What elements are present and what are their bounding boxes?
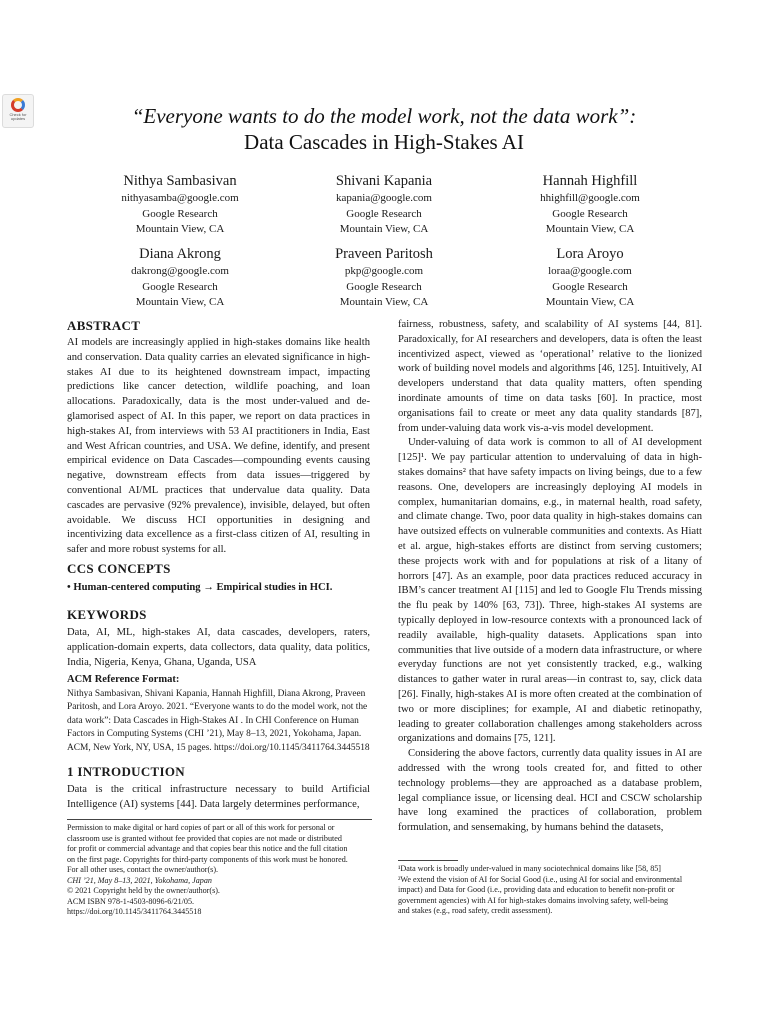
update-ribbon-icon (11, 98, 25, 112)
permission-line: for profit or commercial advantage and that copies bear this notice and the full citation (67, 844, 348, 853)
author-block (279, 171, 489, 238)
introduction-heading: 1 INTRODUCTION (67, 764, 185, 779)
acm-ref-line: data work”: Data Cascades in High-Stakes AI . In CHI Conference on Human (67, 715, 359, 726)
permission-notice (67, 823, 372, 918)
copyright-line: © 2021 Copyright held by the owner/author(s). (67, 886, 220, 895)
author-email[interactable]: hhighfill@google.com (540, 192, 640, 204)
permission-divider (67, 819, 372, 820)
author-org: Google Research (552, 280, 628, 293)
author-name: Nithya Sambasivan (123, 173, 237, 189)
doi-link[interactable]: https://doi.org/10.1145/3411764.3445518 (67, 907, 202, 916)
author-email[interactable]: kapania@google.com (336, 192, 432, 204)
footnote-1: ¹Data work is broadly under-valued in many sociotechnical domains like [58, 85] (398, 864, 661, 873)
paper-title-line1: “Everyone wants to do the model work, not the data work”: (131, 104, 637, 128)
ccs-heading: CCS CONCEPTS (67, 561, 171, 576)
author-location: Mountain View, CA (545, 223, 635, 235)
author-org: Google Research (142, 280, 218, 293)
author-location: Mountain View, CA (135, 296, 225, 308)
author-name: Hannah Highfill (542, 173, 638, 189)
author-block (75, 171, 285, 238)
permission-line: classroom use is granted without fee provided that copies are not made or distributed (67, 833, 342, 843)
author-org: Google Research (142, 207, 218, 220)
right-column (398, 318, 702, 836)
conference-line: CHI ’21, May 8–13, 2021, Yokohama, Japan (67, 875, 212, 885)
author-location: Mountain View, CA (135, 223, 225, 235)
acm-ref-line[interactable]: ACM, New York, NY, USA, 15 pages. https://doi.org/10.1145/3411764.3445518 (67, 742, 370, 753)
body-paragraph: Considering the above factors, currently data quality issues in AI are addressed with the wrong tools created for, and fitted to other technology problems—they are approached as a database problem, legal compliance issue, or licensing deal. HCI and CSCW scholarship have long examined the practices of collaboration, problem formulation, and sensemaking, by humans behind the datasets, (398, 748, 702, 834)
abstract-text (67, 336, 370, 558)
acm-reference-text (67, 688, 372, 755)
author-block (279, 244, 489, 311)
author-org: Google Research (346, 280, 422, 293)
footnotes (398, 864, 702, 917)
body-paragraph: fairness, robustness, safety, and scalability of AI systems [44, 81]. Paradoxically, for AI researchers and developers, data is often the least incentivized aspect, viewed as ‘operational’ relative to the lionized work of building novel models and algorithms [46, 125]. Intuitively, AI developers understand that data quality matters, often spending inordinate amounts of time on data tasks [60]. In practice, most organisations fail to create or meet any data quality standards [87], from under-valuing data work vis-a-vis model development. (398, 319, 702, 434)
paper-title-line2: Data Cascades in High-Stakes AI (244, 130, 524, 154)
isbn-line: ACM ISBN 978-1-4503-8096-6/21/05. (67, 896, 195, 906)
author-block (485, 171, 695, 238)
permission-line: on the first page. Copyrights for third-party components of this work must be honored. (67, 854, 348, 864)
footnote-2-line: impact) and Data for Good (i.e., providing data and education to benefit non-profit or (398, 885, 675, 895)
author-location: Mountain View, CA (545, 296, 635, 308)
author-email[interactable]: dakrong@google.com (131, 265, 229, 277)
check-for-updates-badge[interactable] (2, 94, 34, 128)
author-org: Google Research (552, 207, 628, 220)
author-location: Mountain View, CA (339, 296, 429, 308)
author-name: Praveen Paritosh (335, 246, 433, 262)
abstract-heading: ABSTRACT (67, 318, 141, 333)
author-block (485, 244, 695, 311)
introduction-text (67, 783, 370, 813)
author-location: Mountain View, CA (339, 223, 429, 235)
keywords-heading: KEYWORDS (67, 607, 147, 622)
footnote-2-line: ²We extend the vision of AI for Social Good (i.e., using AI for social and environmental (398, 874, 683, 884)
footnote-divider (398, 860, 458, 861)
author-name: Shivani Kapania (335, 173, 433, 189)
acm-reference-heading: ACM Reference Format: (67, 674, 180, 685)
acm-ref-line: Factors in Computing Systems (CHI ’21), May 8–13, 2021, Yokohama, Japan. (67, 729, 362, 740)
author-block (75, 244, 285, 311)
permission-line: Permission to make digital or hard copies of part or all of this work for personal or (67, 823, 335, 832)
badge-label-1: Check for (9, 112, 27, 117)
abstract-paragraph: AI models are increasingly applied in high-stakes domains like health and conservation. Data quality carries an elevated significance in high-stakes AI due to its heightened downstream impact, impacting predictions like cancer detection, wildlife poaching, and loan allocations. Paradoxically, data is the most under-valued and de-glamorised aspect of AI. In this paper, we report on data practices in high-stakes AI, from interviews with 53 AI practitioners in India, East and West African countries, and USA. We define, identify, and present empirical evidence on Data Cascades—compounding events causing negative, downstream effects from data issues—triggered by conventional AI/ML practices that undervalue data quality. Data cascades are pervasive (92% prevalence), invisible, delayed, but often avoidable. We discuss HCI opportunities in designing and incentivizing data excellence as a first-class citizen of AI, resulting in safer and more robust systems for all. (67, 337, 370, 556)
keywords-paragraph: Data, AI, ML, high-stakes AI, data cascades, developers, raters, application-domain experts, data collectors, data quality, data politics, India, Nigeria, Kenya, Ghana, Uganda, USA (67, 627, 370, 668)
acm-ref-line: Paritosh, and Lora Aroyo. 2021. “Everyone wants to do the model work, not the (67, 702, 368, 713)
body-paragraph: Under-valuing of data work is common to all of AI development [125]¹. We pay particular attention to undervaluing of data in high-stakes domains² that have safety impacts on living beings, due to a few reasons. One, developers are increasingly deploying AI models in complex, humanitarian domains, e.g., in maternal health, road safety, and climate change. Two, poor data quality in high-stakes domains can have outsized effects on vulnerable communities and contexts. As Hiatt et al. argue, high-stakes efforts are distinct from serving customers; these projects work with and for populations at risk of a litany of horrors [47]. As an example, poor data practices reduced accuracy in IBM’s cancer treatment AI [115] and led to Google Flu Trends missing the flu peak by 140% [63, 73]). Three, high-stakes AI systems are typically deployed in low-resource contexts with a pronounced lack of readily available, high-quality datasets. Applications span into communities that live outside of a modern data infrastructure, or where everyday functions are not yet consistently tracked, e.g., walking distances to gather water in rural areas—in contrast to, say, click data [26]. Finally, high-stakes AI is more often created at the combination of two or more disciplines; for example, AI and diabetic retinopathy, leading to greater collaboration challenges among stakeholders across organizations and domains [75, 121]. (398, 437, 702, 745)
footnote-2-line: and stakes (e.g., road safety, credit assessment). (398, 906, 553, 916)
badge-label-2: updates (10, 116, 26, 121)
author-email[interactable]: nithyasamba@google.com (121, 192, 239, 204)
introduction-paragraph: Data is the critical infrastructure necessary to build Artificial Intelligence (AI) systems [44]. Data largely determines performance, (67, 784, 370, 810)
ccs-concepts-text: • Human-centered computing → Empirical studies in HCI. (67, 582, 333, 593)
author-name: Diana Akrong (139, 246, 221, 262)
author-org: Google Research (346, 207, 422, 220)
author-name: Lora Aroyo (556, 246, 624, 262)
permission-line: For all other uses, contact the owner/author(s). (67, 865, 219, 874)
author-email[interactable]: pkp@google.com (344, 265, 424, 277)
footnote-2-line: government agencies) with AI for high-stakes domains involving safety, well-being (398, 895, 669, 905)
keywords-text (67, 626, 370, 670)
acm-ref-line: Nithya Sambasivan, Shivani Kapania, Hannah Highfill, Diana Akrong, Praveen (67, 689, 366, 699)
author-email[interactable]: loraa@google.com (548, 265, 632, 277)
